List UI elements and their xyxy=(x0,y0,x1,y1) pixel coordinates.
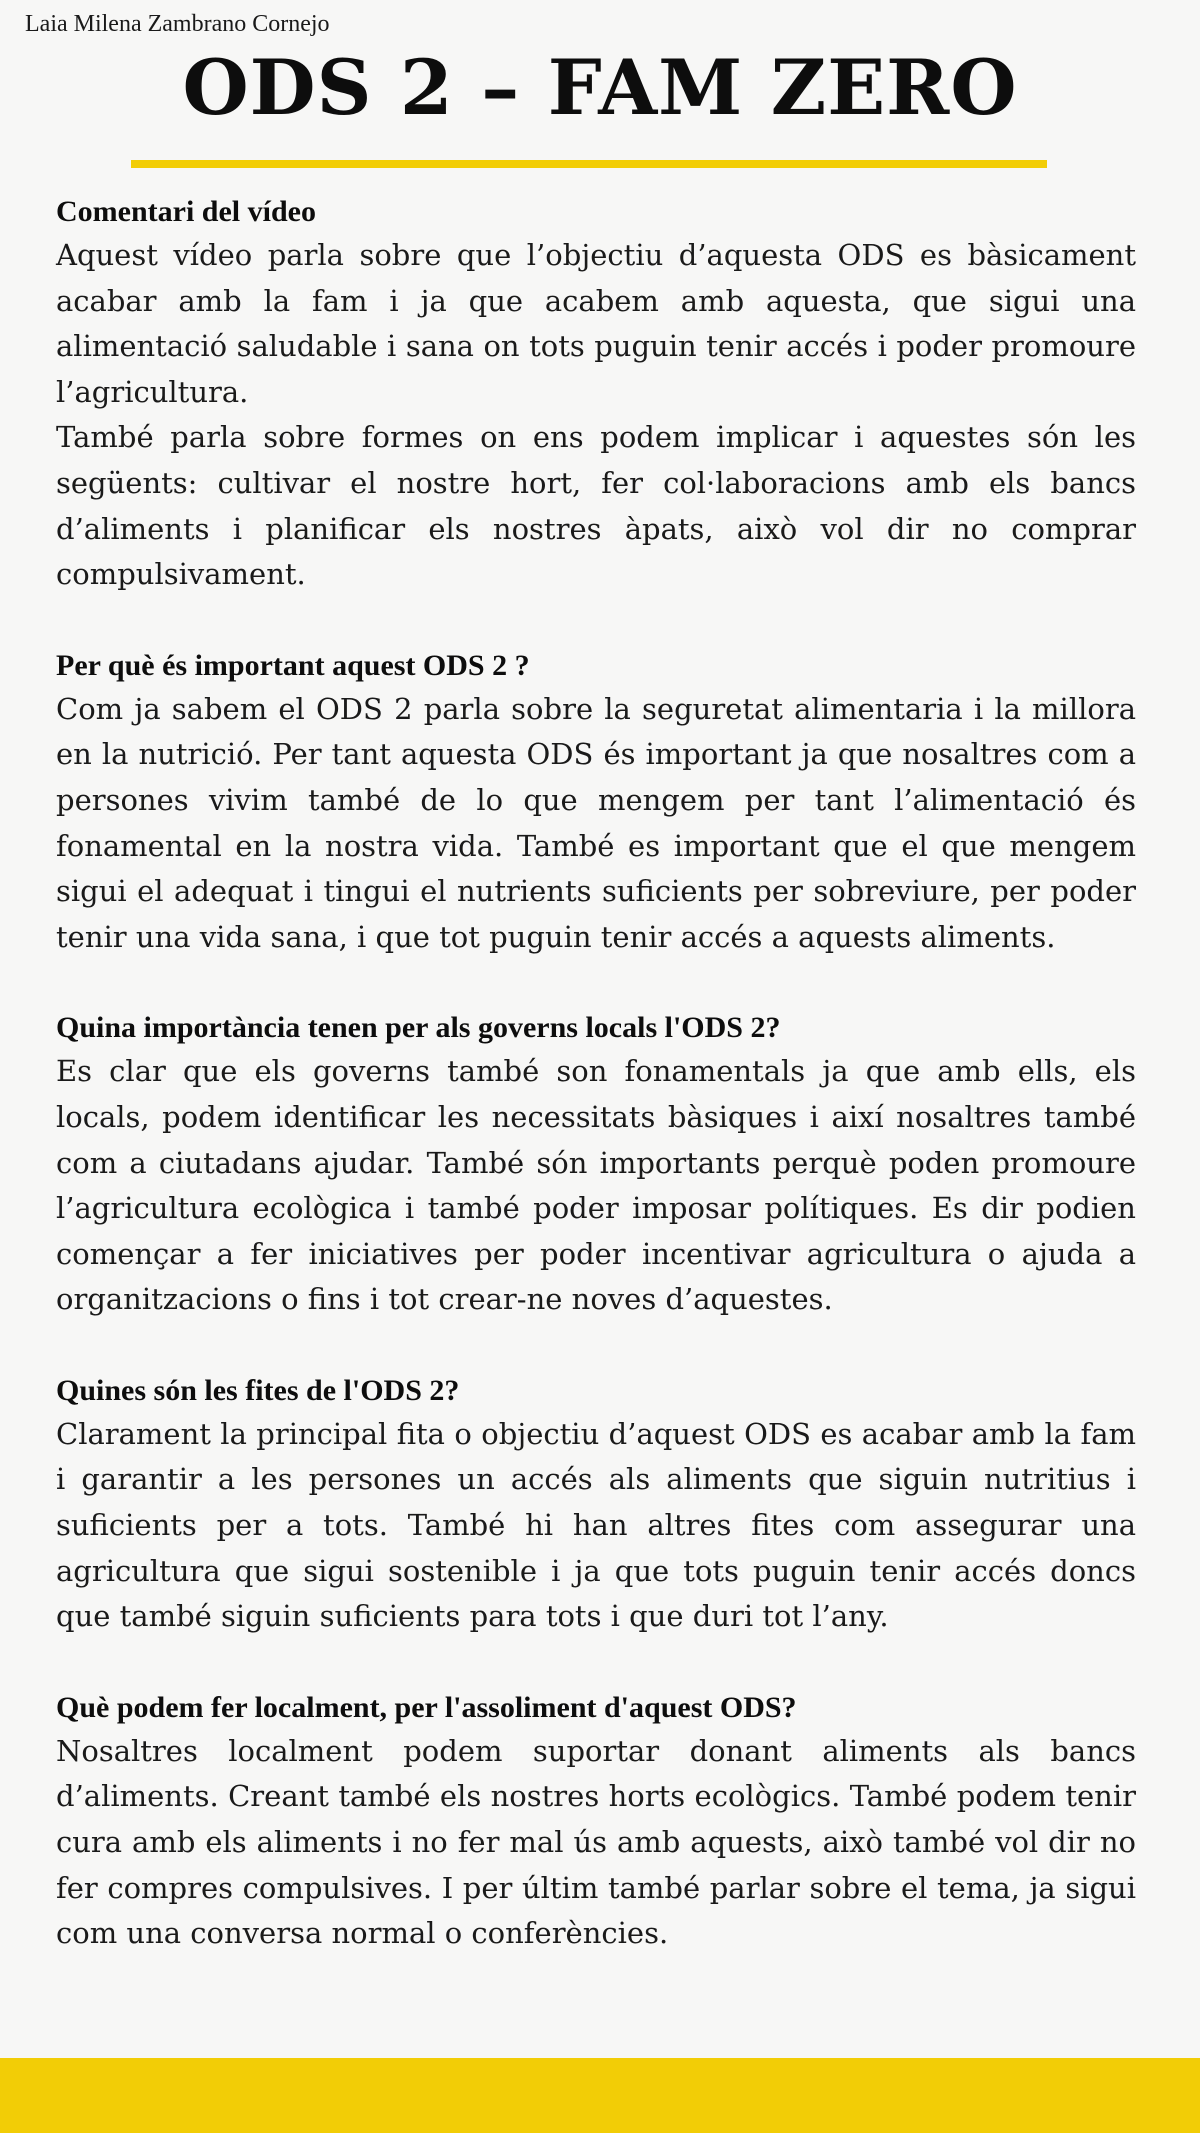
author-name: Laia Milena Zambrano Cornejo xyxy=(25,11,330,37)
section-targets xyxy=(56,1369,1136,1640)
footer-band xyxy=(0,2058,1200,2133)
title-underline xyxy=(131,160,1047,168)
document-body xyxy=(56,190,1136,2003)
section-local-actions xyxy=(56,1686,1136,1957)
page-title: ODS 2 – FAM ZERO xyxy=(182,43,1018,132)
section-heading: Quina importància tenen per als governs locals l'ODS 2? xyxy=(56,1011,781,1045)
section-paragraph: Es clar que els governs també son fonamentals ja que amb ells, els locals, podem identificar les necessitats bàsiques i així nosaltres també com a ciutadans ajudar. També són importants perquè poden promoure l’agricultura ecològica i també poder imposar polítiques. Es dir podien començar a fer iniciatives per poder incentivar agricultura o ajuda a organitzacions o fins i tot crear-ne noves d’aquestes. xyxy=(56,1054,1136,1317)
section-local-governments xyxy=(56,1006,1136,1323)
section-paragraph: Clarament la principal fita o objectiu d’aquest ODS es acabar amb la fam i garantir a les persones un accés als aliments que siguin nutritius i suficients per a tots. També hi han altres fites com assegurar una agricultura que sigui sostenible i ja que tots puguin tenir accés doncs que també siguin suficients para tots i que duri tot l’any. xyxy=(56,1416,1136,1634)
section-heading: Per què és important aquest ODS 2 ? xyxy=(56,648,530,682)
section-heading: Comentari del vídeo xyxy=(56,195,316,228)
section-paragraph: També parla sobre formes on ens podem implicar i aquestes són les següents: cultivar el nostre hort, fer col·laboracions amb els bancs d’aliments i planificar els nostres àpats, això vol dir no comprar compulsivament. xyxy=(56,420,1136,592)
section-paragraph: Com ja sabem el ODS 2 parla sobre la seguretat alimentaria i la millora en la nutrició. Per tant aquesta ODS és important ja que nosaltres com a persones vivim també de lo que mengem per tant l’alimentació és fonamental en la nostra vida. També es important que el que mengem sigui el adequat i tingui el nutrients suficients per sobreviure, per poder tenir una vida sana, i que tot puguin tenir accés a aquests aliments. xyxy=(56,691,1136,954)
section-paragraph: Aquest vídeo parla sobre que l’objectiu d’aquesta ODS es bàsicament acabar amb la fam i ja que acabem amb aquesta, que sigui una alimentació saludable i sana on tots puguin tenir accés i poder promoure l’agricultura. xyxy=(56,238,1136,409)
section-heading: Què podem fer localment, per l'assoliment d'aquest ODS? xyxy=(56,1690,797,1724)
section-video-comment xyxy=(56,190,1136,598)
section-importance xyxy=(56,644,1136,961)
section-paragraph: Nosaltres localment podem suportar donant aliments als bancs d’aliments. Creant també els nostres horts ecològics. També podem tenir cura amb els aliments i no fer mal ús amb aquests, això també vol dir no fer compres compulsives. I per últim també parlar sobre el tema, ja sigui com una conversa normal o conferències. xyxy=(56,1733,1136,1951)
section-heading: Quines són les fites de l'ODS 2? xyxy=(56,1373,460,1407)
